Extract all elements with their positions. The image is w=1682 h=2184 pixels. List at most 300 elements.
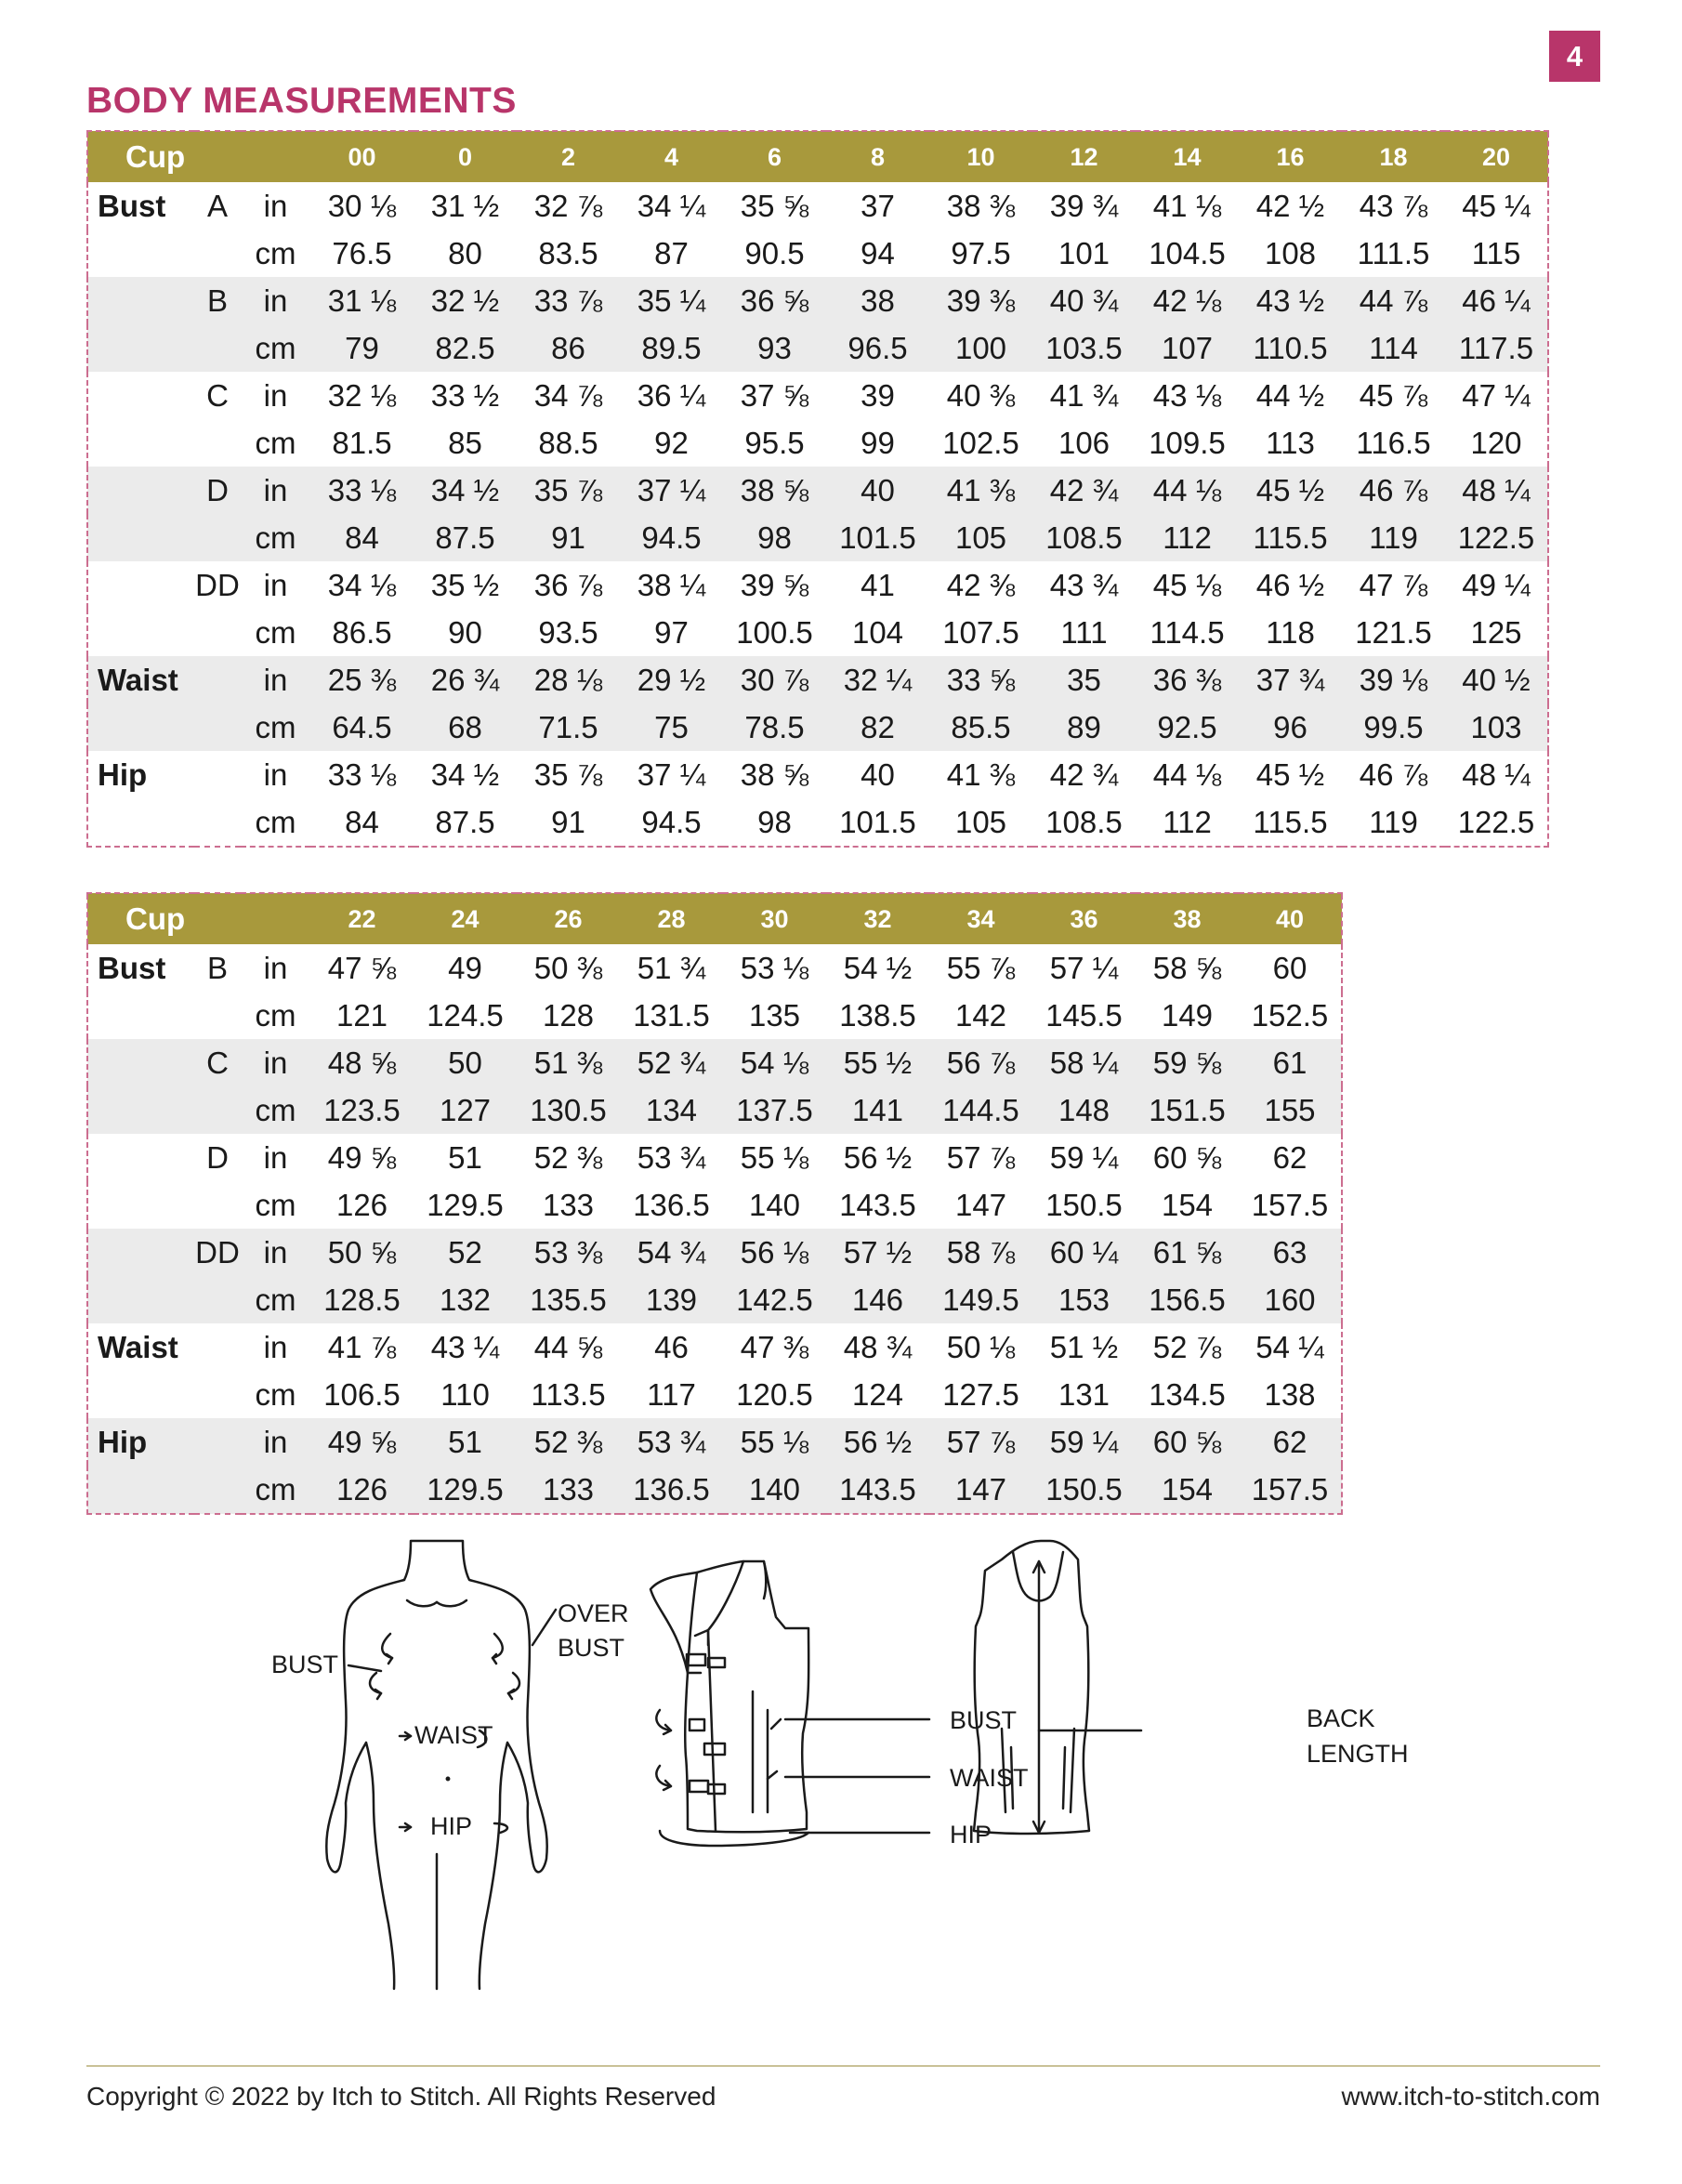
measurement-value: 139 bbox=[620, 1276, 723, 1323]
size-column-header: 30 bbox=[723, 893, 826, 944]
measurement-value: 94.5 bbox=[620, 514, 723, 561]
size-column-header: 40 bbox=[1239, 893, 1342, 944]
table-row bbox=[87, 277, 1548, 324]
measurement-label bbox=[87, 1371, 194, 1418]
cup-size-cell: DD bbox=[195, 567, 240, 602]
cup-size-cell bbox=[194, 324, 241, 372]
table-row bbox=[87, 992, 1342, 1039]
measurement-value: 51 ¾ bbox=[637, 950, 706, 985]
measurement-value: 44 ⅛ bbox=[1136, 467, 1239, 514]
unit-cell: cm bbox=[241, 1466, 310, 1514]
vest-front-drawing bbox=[650, 1561, 929, 1846]
table-row bbox=[87, 561, 1548, 609]
measurement-value: 52 ¾ bbox=[620, 1039, 723, 1086]
measurement-value: 53 ¾ bbox=[620, 1418, 723, 1466]
measurement-value: 36 ⅝ bbox=[723, 277, 826, 324]
cup-size-cell bbox=[194, 1181, 241, 1229]
measurement-value: 38 ⅝ bbox=[723, 467, 826, 514]
measurement-value: 134 bbox=[620, 1086, 723, 1134]
cup-column-header: Cup bbox=[87, 131, 310, 182]
measurement-value: 108.5 bbox=[1045, 804, 1123, 839]
measurement-label: Hip bbox=[98, 757, 148, 792]
measurement-value: 160 bbox=[1239, 1276, 1342, 1323]
measurement-value: 144.5 bbox=[929, 1086, 1032, 1134]
table-row bbox=[87, 704, 1548, 751]
measurement-value: 104 bbox=[851, 614, 904, 650]
measurement-value: 155 bbox=[1239, 1086, 1342, 1134]
table-row bbox=[87, 467, 1548, 514]
table-row bbox=[87, 944, 1342, 992]
cup-size-cell: C bbox=[194, 1039, 241, 1086]
table-row bbox=[87, 1418, 1342, 1466]
measurement-value: 42 ⅜ bbox=[946, 567, 1016, 602]
measurement-value: 147 bbox=[954, 1187, 1007, 1222]
measurement-value: 135.5 bbox=[517, 1276, 620, 1323]
measurement-value: 41 ⅜ bbox=[929, 467, 1032, 514]
measurement-value: 134.5 bbox=[1149, 1376, 1226, 1412]
measurement-label bbox=[87, 230, 194, 277]
measurement-value: 41 ⅜ bbox=[946, 757, 1016, 792]
measurement-value: 46 ¼ bbox=[1445, 277, 1548, 324]
measurement-value: 114 bbox=[1342, 324, 1445, 372]
measurement-value: 131.5 bbox=[633, 997, 710, 1033]
table-row bbox=[87, 1086, 1342, 1134]
measurement-value: 46 ⅞ bbox=[1359, 757, 1428, 792]
table-row bbox=[87, 1276, 1342, 1323]
measurement-value: 56 ½ bbox=[826, 1418, 929, 1466]
measurement-value: 93 bbox=[723, 324, 826, 372]
table-row bbox=[87, 1134, 1342, 1181]
vest-front-waist-label: WAIST bbox=[950, 1764, 1029, 1792]
measurement-value: 44 ⅛ bbox=[1152, 757, 1222, 792]
measurement-value: 75 bbox=[620, 704, 723, 751]
measurement-value: 35 ⅞ bbox=[517, 467, 620, 514]
measurement-value: 56 ⅞ bbox=[929, 1039, 1032, 1086]
size-column-header: 00 bbox=[310, 131, 414, 182]
measurement-value: 29 ½ bbox=[620, 656, 723, 704]
measurement-value: 98 bbox=[757, 804, 792, 839]
measurement-value: 56 ⅛ bbox=[723, 1229, 826, 1276]
unit-cell: in bbox=[241, 1418, 310, 1466]
measurement-value: 48 ¼ bbox=[1462, 757, 1531, 792]
measurement-value: 33 ⅞ bbox=[517, 277, 620, 324]
cup-size-cell bbox=[194, 1323, 241, 1371]
table-row bbox=[87, 798, 1548, 847]
measurement-value: 46 bbox=[654, 1329, 689, 1364]
measurement-value: 47 ⅝ bbox=[327, 950, 397, 985]
measurement-value: 57 ⅞ bbox=[946, 1139, 1016, 1175]
cup-size-cell: A bbox=[206, 188, 228, 223]
cup-size-cell bbox=[194, 1086, 241, 1134]
measurement-value: 43 ¾ bbox=[1049, 567, 1119, 602]
size-column-header: 16 bbox=[1239, 131, 1342, 182]
measurement-value: 25 ⅜ bbox=[310, 656, 414, 704]
cup-size-cell bbox=[194, 1466, 241, 1514]
measurement-value: 51 bbox=[448, 1139, 482, 1175]
measurement-value: 113.5 bbox=[531, 1376, 606, 1412]
measurement-value: 122.5 bbox=[1457, 804, 1535, 839]
measurement-value: 149 bbox=[1161, 997, 1214, 1033]
measurement-value: 53 ⅛ bbox=[740, 950, 809, 985]
size-column-header: 0 bbox=[414, 131, 517, 182]
table-row bbox=[87, 182, 1548, 230]
measurement-value: 157.5 bbox=[1239, 1466, 1342, 1514]
unit-cell: cm bbox=[241, 514, 310, 561]
measurement-value: 32 ¼ bbox=[826, 656, 929, 704]
measurement-value: 133 bbox=[517, 1466, 620, 1514]
measurement-value: 154 bbox=[1161, 1187, 1214, 1222]
measurement-value: 34 ⅞ bbox=[533, 377, 603, 413]
measurement-value: 47 ⅜ bbox=[740, 1329, 809, 1364]
measurement-value: 61 bbox=[1239, 1039, 1342, 1086]
measurement-value: 26 ¾ bbox=[414, 656, 517, 704]
page-title: BODY MEASUREMENTS bbox=[86, 81, 517, 121]
measurement-value: 44 ⅞ bbox=[1342, 277, 1445, 324]
measurement-value: 38 bbox=[826, 277, 929, 324]
measurement-label: Waist bbox=[98, 1329, 178, 1364]
measurement-value: 35 ½ bbox=[430, 567, 500, 602]
measurement-value: 110 bbox=[440, 1376, 490, 1412]
measurement-value: 35 ⅞ bbox=[533, 757, 603, 792]
unit-cell: cm bbox=[255, 235, 296, 270]
measurement-label: Hip bbox=[87, 1418, 194, 1466]
measurement-value: 37 ⅝ bbox=[740, 377, 809, 413]
measurement-value: 52 ⅜ bbox=[533, 1139, 603, 1175]
measurement-value: 32 ½ bbox=[414, 277, 517, 324]
cup-column-header: Cup bbox=[87, 893, 310, 944]
cup-size-cell bbox=[194, 751, 241, 798]
measurement-value: 141 bbox=[826, 1086, 929, 1134]
unit-cell: cm bbox=[255, 804, 296, 839]
vest-back-length-label-line1: BACK bbox=[1307, 1704, 1375, 1732]
measurement-value: 32 ⅞ bbox=[533, 188, 603, 223]
measurement-value: 37 ¾ bbox=[1239, 656, 1342, 704]
measurement-label: Waist bbox=[87, 656, 194, 704]
measurement-value: 52 ⅞ bbox=[1152, 1329, 1222, 1364]
measurement-value: 61 ⅝ bbox=[1136, 1229, 1239, 1276]
cup-size-cell: D bbox=[194, 467, 241, 514]
measurement-value: 87.5 bbox=[414, 514, 517, 561]
measurement-table-1 bbox=[86, 130, 1549, 848]
measurement-value: 94.5 bbox=[641, 804, 702, 839]
measurement-value: 87 bbox=[654, 235, 689, 270]
size-column-header: 38 bbox=[1136, 893, 1239, 944]
measurement-value: 104.5 bbox=[1149, 235, 1226, 270]
measurement-value: 89 bbox=[1032, 704, 1136, 751]
measurement-value: 127 bbox=[414, 1086, 517, 1134]
measurement-value: 100 bbox=[929, 324, 1032, 372]
measurement-value: 124.5 bbox=[427, 997, 504, 1033]
body-waist-label: WAIST bbox=[414, 1721, 493, 1749]
measurement-value: 59 ¼ bbox=[1049, 1139, 1119, 1175]
measurement-value: 91 bbox=[517, 514, 620, 561]
measurement-value: 137.5 bbox=[723, 1086, 826, 1134]
measurement-value: 96.5 bbox=[826, 324, 929, 372]
measurement-value: 113 bbox=[1266, 425, 1315, 460]
cup-size-cell bbox=[194, 704, 241, 751]
measurement-label bbox=[87, 609, 194, 656]
measurement-value: 43 ⅛ bbox=[1152, 377, 1222, 413]
cup-size-cell: C bbox=[206, 377, 229, 413]
measurement-label bbox=[87, 561, 194, 609]
measurement-value: 133 bbox=[542, 1187, 595, 1222]
table-row bbox=[87, 656, 1548, 704]
measurement-value: 82.5 bbox=[414, 324, 517, 372]
unit-cell: in bbox=[263, 950, 288, 985]
measurement-value: 37 ¼ bbox=[620, 467, 723, 514]
measurement-value: 105 bbox=[954, 804, 1007, 839]
measurement-value: 150.5 bbox=[1032, 1466, 1136, 1514]
unit-cell: cm bbox=[241, 1086, 310, 1134]
measurement-value: 126 bbox=[310, 1466, 414, 1514]
measurement-value: 145.5 bbox=[1045, 997, 1123, 1033]
measurement-value: 111 bbox=[1060, 614, 1108, 650]
measurement-value: 154 bbox=[1136, 1466, 1239, 1514]
size-column-header: 4 bbox=[620, 131, 723, 182]
measurement-label bbox=[87, 514, 194, 561]
measurement-value: 124 bbox=[851, 1376, 904, 1412]
measurement-value: 79 bbox=[310, 324, 414, 372]
measurement-value: 92.5 bbox=[1136, 704, 1239, 751]
body-over-bust-label-line1: OVER bbox=[558, 1599, 629, 1627]
measurement-value: 41 bbox=[861, 567, 895, 602]
measurement-value: 117 bbox=[647, 1376, 696, 1412]
unit-cell: in bbox=[263, 757, 288, 792]
measurement-value: 38 ⅜ bbox=[946, 188, 1016, 223]
measurement-value: 43 ⅞ bbox=[1359, 188, 1428, 223]
measurement-value: 90.5 bbox=[744, 235, 805, 270]
measurement-value: 41 ⅛ bbox=[1152, 188, 1222, 223]
measurement-value: 108 bbox=[1264, 235, 1317, 270]
measurement-value: 156.5 bbox=[1136, 1276, 1239, 1323]
size-column-header: 22 bbox=[310, 893, 414, 944]
measurement-value: 40 ¾ bbox=[1032, 277, 1136, 324]
measurement-value: 36 ¼ bbox=[637, 377, 706, 413]
measurement-value: 41 ⅞ bbox=[327, 1329, 397, 1364]
body-figure-drawing bbox=[326, 1541, 546, 1989]
measurement-value: 103 bbox=[1445, 704, 1548, 751]
measurement-value: 121 bbox=[335, 997, 388, 1033]
measurement-value: 57 ¼ bbox=[1049, 950, 1119, 985]
measurement-value: 55 ½ bbox=[826, 1039, 929, 1086]
measurement-value: 50 bbox=[414, 1039, 517, 1086]
vest-front-bust-label: BUST bbox=[950, 1706, 1018, 1734]
measurement-value: 100.5 bbox=[736, 614, 813, 650]
measurement-value: 111.5 bbox=[1357, 235, 1430, 270]
measurement-value: 153 bbox=[1032, 1276, 1136, 1323]
unit-cell: in bbox=[263, 567, 288, 602]
size-column-header: 6 bbox=[723, 131, 826, 182]
table-header-row bbox=[87, 893, 1342, 944]
measurement-value: 147 bbox=[929, 1466, 1032, 1514]
measurement-value: 50 ⅜ bbox=[533, 950, 603, 985]
measurement-value: 42 ⅛ bbox=[1136, 277, 1239, 324]
measurement-value: 85.5 bbox=[929, 704, 1032, 751]
measurement-value: 83.5 bbox=[538, 235, 598, 270]
size-column-header: 36 bbox=[1032, 893, 1136, 944]
measurement-value: 34 ¼ bbox=[637, 188, 706, 223]
measurement-value: 78.5 bbox=[723, 704, 826, 751]
unit-cell: cm bbox=[255, 614, 296, 650]
measurement-value: 91 bbox=[551, 804, 585, 839]
cup-size-cell bbox=[194, 1371, 241, 1418]
measurement-value: 138.5 bbox=[839, 997, 916, 1033]
footer-divider bbox=[86, 2065, 1600, 2067]
size-column-header: 18 bbox=[1342, 131, 1445, 182]
measurement-value: 132 bbox=[414, 1276, 517, 1323]
measurement-value: 58 ⅞ bbox=[929, 1229, 1032, 1276]
measurement-label bbox=[87, 1466, 194, 1514]
table-row bbox=[87, 372, 1548, 419]
unit-cell: cm bbox=[241, 324, 310, 372]
measurement-value: 149.5 bbox=[929, 1276, 1032, 1323]
cup-size-cell bbox=[194, 798, 241, 847]
measurement-value: 96 bbox=[1239, 704, 1342, 751]
unit-cell: in bbox=[263, 1329, 288, 1364]
table-row bbox=[87, 324, 1548, 372]
measurement-value: 60 ⅝ bbox=[1136, 1418, 1239, 1466]
table-row bbox=[87, 1466, 1342, 1514]
measurement-value: 35 bbox=[1032, 656, 1136, 704]
measurement-label bbox=[87, 324, 194, 372]
measurement-value: 143.5 bbox=[826, 1466, 929, 1514]
size-column-header: 10 bbox=[929, 131, 1032, 182]
measurement-value: 127.5 bbox=[942, 1376, 1019, 1412]
measurement-value: 40 bbox=[861, 757, 895, 792]
size-column-header: 24 bbox=[414, 893, 517, 944]
measurement-value: 140 bbox=[748, 1187, 801, 1222]
measurement-value: 157.5 bbox=[1251, 1187, 1329, 1222]
measurement-value: 44 ½ bbox=[1255, 377, 1325, 413]
measurement-value: 39 ¾ bbox=[1049, 188, 1119, 223]
measurement-value: 101.5 bbox=[826, 514, 929, 561]
measurement-value: 35 ⅝ bbox=[740, 188, 809, 223]
measurement-label bbox=[87, 798, 194, 847]
measurement-value: 107 bbox=[1136, 324, 1239, 372]
measurement-value: 148 bbox=[1032, 1086, 1136, 1134]
measurement-value: 31 ½ bbox=[430, 188, 500, 223]
measurement-value: 36 ⅞ bbox=[533, 567, 603, 602]
measurement-value: 84 bbox=[345, 804, 379, 839]
measurement-value: 87.5 bbox=[435, 804, 495, 839]
cup-size-cell: DD bbox=[194, 1229, 241, 1276]
unit-cell: in bbox=[263, 377, 288, 413]
size-column-header: 20 bbox=[1445, 131, 1548, 182]
footer-website-link[interactable]: www.itch-to-stitch.com bbox=[1341, 2082, 1600, 2111]
measurement-value: 39 ⅛ bbox=[1342, 656, 1445, 704]
measurement-value: 130.5 bbox=[517, 1086, 620, 1134]
measurement-value: 131 bbox=[1058, 1376, 1110, 1412]
vest-back-length-label-line2: LENGTH bbox=[1307, 1740, 1409, 1768]
unit-cell: in bbox=[263, 1139, 288, 1175]
measurement-value: 45 ½ bbox=[1239, 467, 1342, 514]
measurement-value: 150.5 bbox=[1045, 1187, 1123, 1222]
measurement-value: 99.5 bbox=[1342, 704, 1445, 751]
measurement-value: 110.5 bbox=[1239, 324, 1342, 372]
measurement-value: 128.5 bbox=[310, 1276, 414, 1323]
measurement-value: 54 ⅛ bbox=[723, 1039, 826, 1086]
measurement-value: 54 ¾ bbox=[620, 1229, 723, 1276]
measurement-value: 118 bbox=[1266, 614, 1315, 650]
measurement-value: 44 ⅝ bbox=[533, 1329, 603, 1364]
unit-cell: cm bbox=[255, 1187, 296, 1222]
measurement-value: 106 bbox=[1058, 425, 1110, 460]
measurement-value: 59 ¼ bbox=[1032, 1418, 1136, 1466]
measurement-value: 90 bbox=[448, 614, 482, 650]
measurement-label bbox=[87, 372, 194, 419]
cup-size-cell bbox=[194, 609, 241, 656]
measurement-value: 34 ½ bbox=[414, 467, 517, 514]
measurement-value: 33 ⅛ bbox=[310, 467, 414, 514]
size-column-header: 12 bbox=[1032, 131, 1136, 182]
measurement-label bbox=[87, 277, 194, 324]
measurement-value: 97 bbox=[654, 614, 689, 650]
measurement-label bbox=[87, 1039, 194, 1086]
table-row bbox=[87, 1039, 1342, 1086]
measurement-value: 105 bbox=[929, 514, 1032, 561]
measurement-value: 68 bbox=[414, 704, 517, 751]
measurement-value: 112 bbox=[1163, 804, 1212, 839]
measurement-value: 50 ⅛ bbox=[946, 1329, 1016, 1364]
body-over-bust-label-line2: BUST bbox=[558, 1634, 625, 1662]
table-row bbox=[87, 1181, 1342, 1229]
measurement-value: 76.5 bbox=[332, 235, 392, 270]
measurement-value: 51 ½ bbox=[1049, 1329, 1119, 1364]
size-column-header: 2 bbox=[517, 131, 620, 182]
measurement-value: 142.5 bbox=[723, 1276, 826, 1323]
table-row bbox=[87, 1323, 1342, 1371]
cup-size-cell bbox=[194, 992, 241, 1039]
page-number-badge: 4 bbox=[1549, 31, 1600, 82]
measurement-value: 49 ⅝ bbox=[310, 1418, 414, 1466]
measurement-value: 92 bbox=[654, 425, 689, 460]
measurement-value: 119 bbox=[1369, 804, 1418, 839]
measurement-value: 126 bbox=[335, 1187, 388, 1222]
measurement-value: 33 ½ bbox=[430, 377, 500, 413]
measurement-value: 125 bbox=[1470, 614, 1522, 650]
unit-cell: in bbox=[263, 188, 288, 223]
measurement-value: 41 ¾ bbox=[1049, 377, 1119, 413]
measurement-value: 31 ⅛ bbox=[310, 277, 414, 324]
measurement-value: 82 bbox=[826, 704, 929, 751]
body-hip-label: HIP bbox=[430, 1812, 473, 1840]
measurement-value: 58 ¼ bbox=[1032, 1039, 1136, 1086]
measurement-value: 106.5 bbox=[323, 1376, 401, 1412]
measurement-value: 50 ⅝ bbox=[310, 1229, 414, 1276]
measurement-value: 52 bbox=[414, 1229, 517, 1276]
measurement-value: 101.5 bbox=[839, 804, 916, 839]
size-column-header: 14 bbox=[1136, 131, 1239, 182]
table-row bbox=[87, 514, 1548, 561]
measurement-value: 45 ¼ bbox=[1462, 188, 1531, 223]
measurement-value: 42 ¾ bbox=[1032, 467, 1136, 514]
table-row bbox=[87, 751, 1548, 798]
measurement-value: 62 bbox=[1239, 1418, 1342, 1466]
measurement-value: 30 ⅛ bbox=[327, 188, 397, 223]
measurement-value: 86.5 bbox=[332, 614, 392, 650]
measurement-value: 63 bbox=[1239, 1229, 1342, 1276]
measurement-value: 101 bbox=[1058, 235, 1110, 270]
measurement-value: 52 ⅜ bbox=[517, 1418, 620, 1466]
table-row bbox=[87, 609, 1548, 656]
measurement-value: 93.5 bbox=[538, 614, 598, 650]
measurement-value: 60 ¼ bbox=[1032, 1229, 1136, 1276]
measurement-value: 45 ½ bbox=[1255, 757, 1325, 792]
measurement-value: 114.5 bbox=[1150, 614, 1225, 650]
measurement-value: 80 bbox=[448, 235, 482, 270]
measurement-label: Bust bbox=[98, 188, 166, 223]
measurement-value: 28 ⅛ bbox=[517, 656, 620, 704]
